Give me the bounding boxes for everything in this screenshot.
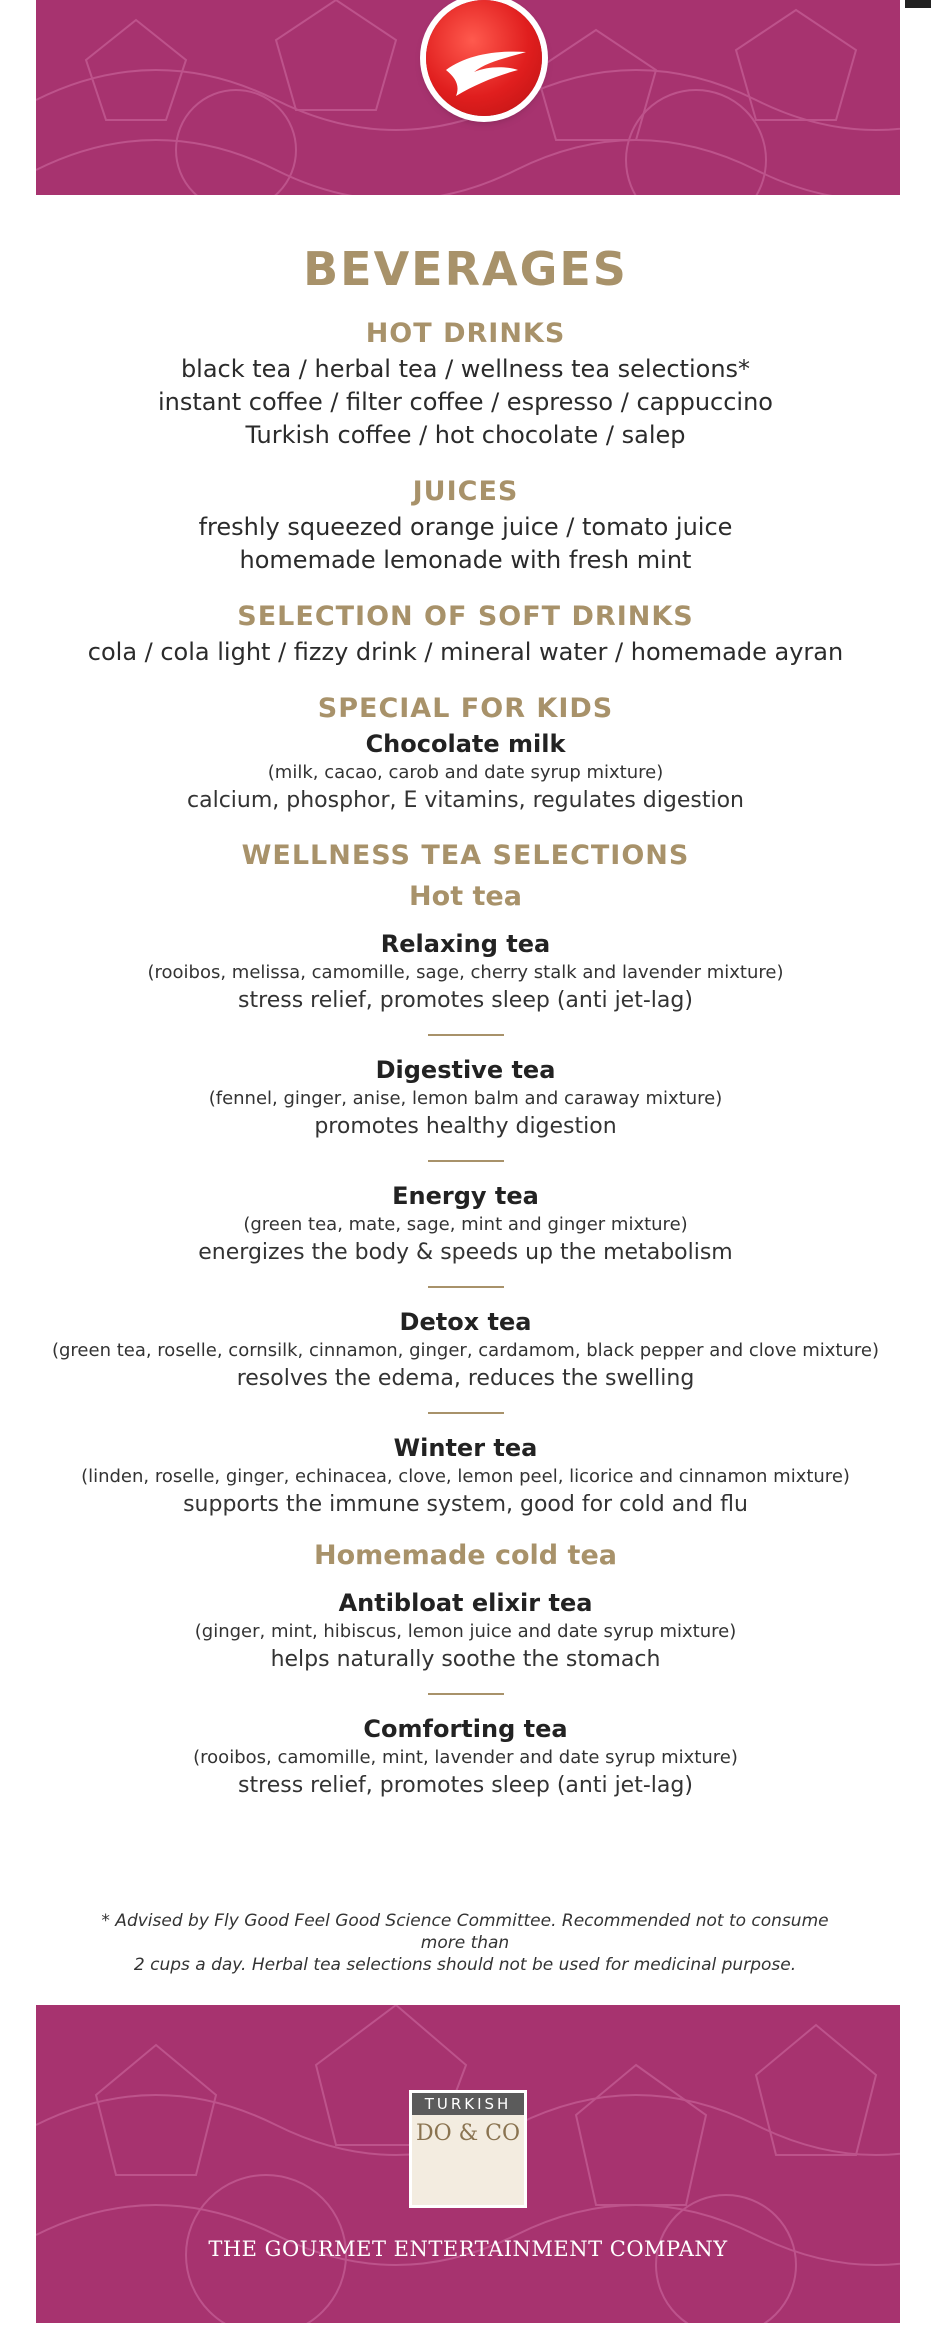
juices-section [0, 476, 931, 577]
section-title: WELLNESS TEA SELECTIONS [241, 840, 690, 871]
brand-name: DO & CO [415, 2121, 521, 2146]
bottom-banner [36, 2005, 900, 2323]
section-title: SPECIAL FOR KIDS [317, 693, 614, 724]
section-title: JUICES [412, 476, 519, 507]
footnote [80, 1910, 850, 1976]
item-name: Energy tea [392, 1182, 539, 1210]
item-ingredients: (milk, cacao, carob and date syrup mixture) [267, 762, 664, 783]
section-title: SELECTION OF SOFT DRINKS [237, 601, 694, 632]
item-name: Relaxing tea [380, 930, 551, 958]
section-title: HOT DRINKS [365, 318, 566, 349]
item-name: Antibloat elixir tea [338, 1589, 593, 1617]
item-ingredients: (rooibos, melissa, camomille, sage, cherry stalk and lavender mixture) [147, 962, 784, 983]
do-and-co-logo [409, 2090, 527, 2208]
divider [428, 1034, 504, 1036]
wellness-section [0, 840, 931, 1811]
divider [428, 1693, 504, 1695]
item-name: Comforting tea [363, 1715, 568, 1743]
tea-item [0, 1046, 931, 1152]
item-effect: energizes the body & speeds up the metabolism [198, 1240, 733, 1265]
item-ingredients: (green tea, mate, sage, mint and ginger mixture) [243, 1214, 688, 1235]
tagline: THE GOURMET ENTERTAINMENT COMPANY [208, 2237, 728, 2261]
divider [428, 1286, 504, 1288]
divider [428, 1412, 504, 1414]
soft-drinks-section [0, 601, 931, 669]
footnote-line: * Advised by Fly Good Feel Good Science Committee. Recommended not to consume more than [101, 1911, 829, 1953]
tea-item [0, 1705, 931, 1811]
page-title: BEVERAGES [303, 242, 628, 296]
item-effect: resolves the edema, reduces the swelling [236, 1366, 695, 1391]
menu-line: Turkish coffee / hot chocolate / salep [245, 421, 686, 449]
menu-line: cola / cola light / fizzy drink / mineral water / homemade ayran [87, 638, 844, 666]
item-name: Chocolate milk [365, 730, 566, 758]
item-effect: supports the immune system, good for cold and flu [183, 1492, 748, 1517]
item-ingredients: (fennel, ginger, anise, lemon balm and caraway mixture) [208, 1088, 723, 1109]
tea-item [0, 1579, 931, 1685]
tea-item [0, 1298, 931, 1404]
footnote-line: 2 cups a day. Herbal tea selections should not be used for medicinal purpose. [133, 1955, 797, 1975]
item-ingredients: (rooibos, camomille, mint, lavender and date syrup mixture) [193, 1747, 738, 1768]
menu-line: freshly squeezed orange juice / tomato juice [198, 513, 733, 541]
item-ingredients: (green tea, roselle, cornsilk, cinnamon, ginger, cardamom, black pepper and clove mixture) [51, 1340, 880, 1361]
tea-item [0, 1424, 931, 1530]
hot-drinks-section [0, 318, 931, 452]
scan-corner-mark [905, 0, 931, 8]
menu-line: black tea / herbal tea / wellness tea selections* [180, 355, 751, 383]
item-ingredients: (ginger, mint, hibiscus, lemon juice and date syrup mixture) [194, 1621, 737, 1642]
tea-item [0, 920, 931, 1026]
item-effect: helps naturally soothe the stomach [270, 1647, 661, 1672]
item-effect: stress relief, promotes sleep (anti jet-lag) [238, 988, 693, 1013]
beverages-menu [0, 230, 931, 1835]
item-ingredients: (linden, roselle, ginger, echinacea, clove, lemon peel, licorice and cinnamon mixture) [81, 1466, 850, 1487]
sub-title: Hot tea [409, 881, 522, 912]
tea-item [0, 1172, 931, 1278]
item-effect: promotes healthy digestion [314, 1114, 617, 1139]
item-name: Detox tea [399, 1308, 532, 1336]
turkish-airlines-bird-icon [426, 0, 542, 116]
item-effect: calcium, phosphor, E vitamins, regulates digestion [187, 788, 744, 813]
top-banner [36, 0, 900, 195]
brand-top-label: TURKISH [412, 2093, 524, 2115]
airline-logo [426, 0, 542, 116]
item-name: Digestive tea [375, 1056, 556, 1084]
menu-line: homemade lemonade with fresh mint [239, 546, 692, 574]
kids-section [0, 693, 931, 816]
divider [428, 1160, 504, 1162]
item-name: Winter tea [393, 1434, 538, 1462]
item-effect: stress relief, promotes sleep (anti jet-lag) [238, 1773, 693, 1798]
menu-line: instant coffee / filter coffee / espresso / cappuccino [158, 388, 773, 416]
sub-title: Homemade cold tea [314, 1540, 617, 1571]
